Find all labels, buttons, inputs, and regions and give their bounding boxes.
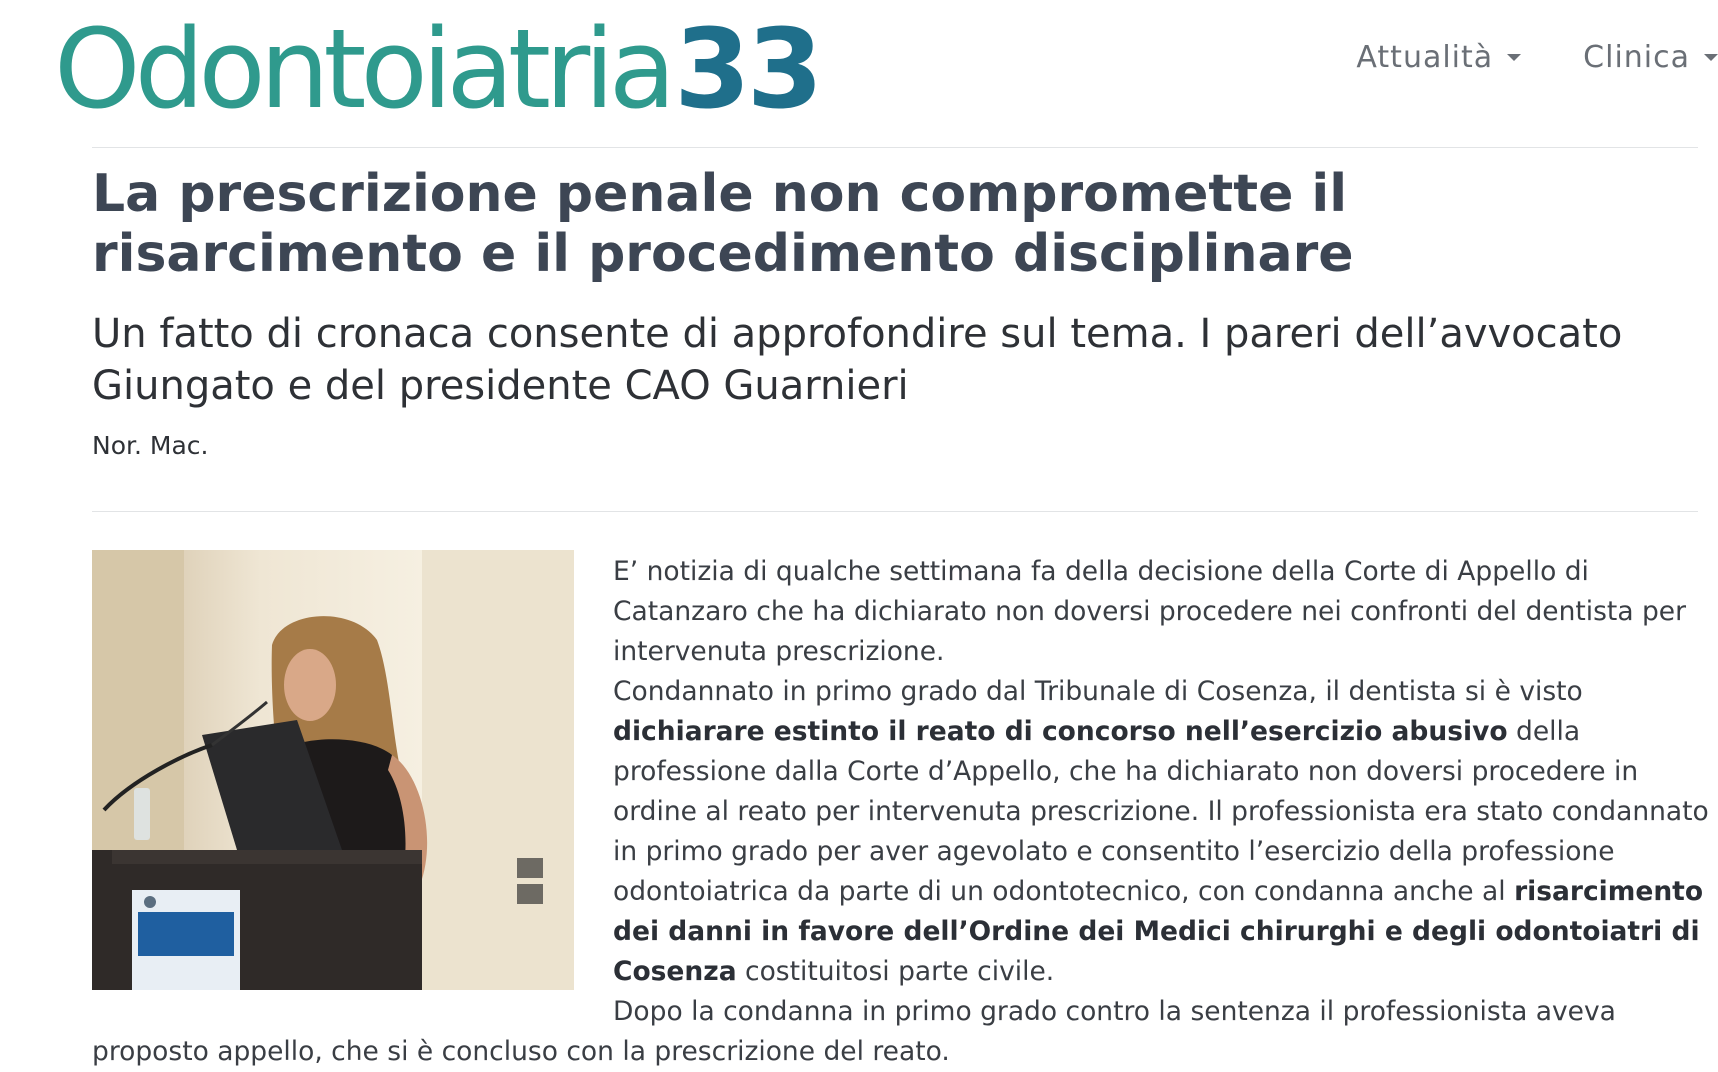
bold-text: dichiarare estinto il reato di concorso nell’esercizio abusivo [613, 716, 1508, 747]
article-paragraph: Condannato in primo grado dal Tribunale di Cosenza, il dentista si è visto dichiarare estinto il reato di concorso nell’esercizio abusivo della professione dalla Corte d’Appello, che ha dichiarato non doversi procedere in ordine al reato per intervenuta prescrizione. Il professionista era stato condannato in primo grado per aver agevolato e consentito l’esercizio della professione odontoiatrica da parte di un odontotecnico, con condanna anche al risarcimento dei danni in favore dell’Ordine dei Medici chirurghi e degli odontoiatri di Cosenza costituitosi parte civile. [613, 676, 1709, 987]
bold-text: risarcimento dei danni in favore dell’Ordine dei Medici chirurghi e degli odontoiatri di Cosenza [613, 876, 1704, 987]
nav-item-label: Attualità [1356, 40, 1494, 75]
main-nav [1294, 40, 1718, 75]
nav-item-clinica[interactable] [1583, 40, 1718, 75]
article-paragraph: Dopo la condanna in primo grado contro la sentenza il professionista aveva proposto appello, che si è concluso con la prescrizione del reato. [92, 996, 1616, 1067]
nav-item-label: Clinica [1583, 40, 1690, 75]
article-divider [92, 511, 1698, 512]
article-paragraph: E’ notizia di qualche settimana fa della decisione della Corte di Appello di Catanzaro che ha dichiarato non doversi procedere nei confronti del dentista per intervenuta prescrizione. [613, 556, 1687, 667]
article-title: La prescrizione penale non compromette il risarcimento e il procedimento disciplinare [92, 164, 1354, 284]
logo-number: 33 [674, 5, 820, 133]
article-author: Nor. Mac. [92, 431, 209, 460]
chevron-down-icon [1507, 54, 1521, 61]
article-subtitle: Un fatto di cronaca consente di approfondire sul tema. I pareri dell’avvocato Giungato e del presidente CAO Guarnieri [92, 311, 1623, 409]
header-divider [92, 147, 1698, 148]
site-logo[interactable] [54, 4, 820, 133]
article-body [92, 552, 1712, 1072]
chevron-down-icon [1704, 54, 1718, 61]
nav-item-attualita[interactable] [1356, 40, 1521, 75]
logo-wordmark: Odontoiatria [54, 5, 671, 133]
